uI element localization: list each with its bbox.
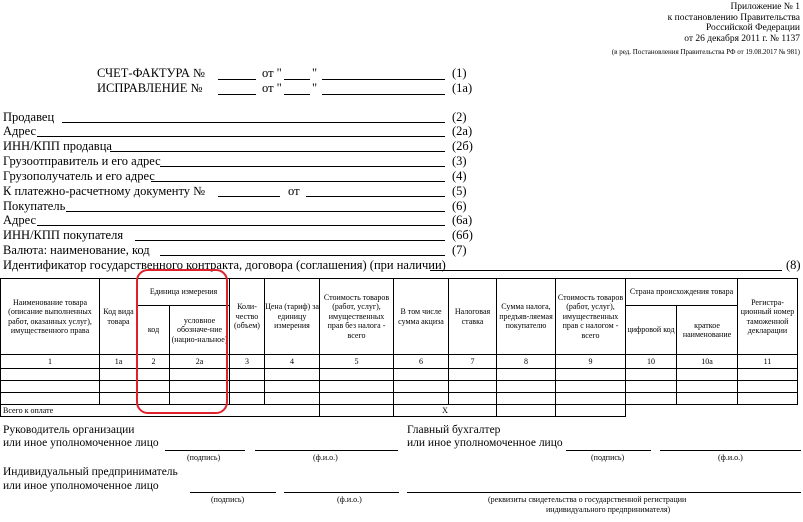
field-line[interactable] [135,240,445,241]
column-number: 2 [138,355,170,369]
header-name: Наименование товара (описание выполненных работ, оказанных услуг), имущественного права [1,279,100,355]
entrepreneur-fio-line[interactable] [284,492,399,493]
appendix-block [612,2,800,58]
field-label: Адрес [3,124,37,138]
correction-label: ИСПРАВЛЕНИЕ № [97,81,203,95]
unit-highlight-outline [136,269,228,414]
column-number: 10а [677,355,738,369]
total-row [1,405,798,417]
field-line[interactable] [37,225,445,226]
correction-from: от " [262,81,282,95]
column-number: 6 [394,355,449,369]
field-code: (6) [452,199,467,213]
head-label-2: или иное уполномоченное лицо [3,437,159,449]
header-tax-amount: Сумма налога, предъяв-ляемая покупателю [497,279,556,355]
accountant-label-1: Главный бухгалтер [407,424,501,436]
payment-doc-date-field[interactable] [306,196,445,197]
field-label: Адрес [3,213,37,227]
invoice-day-field[interactable] [284,79,310,80]
accountant-signature-line[interactable] [566,450,651,451]
header-quantity: Коли-чество (объем) [230,279,265,355]
field-label: Валюта: наименование, код [3,243,150,257]
accountant-fio-line[interactable] [660,450,801,451]
field-line[interactable] [62,122,445,123]
total-label: Всего к оплате [1,405,320,417]
payment-doc-number-field[interactable] [218,196,280,197]
field-line[interactable] [37,136,445,137]
appendix-date: от 26 декабря 2011 г. № 1137 [684,33,800,44]
invoice-label: СЧЕТ-ФАКТУРА № [97,66,205,80]
field-code: (3) [452,154,467,168]
correction-number-field[interactable] [218,94,256,95]
entrepreneur-requisites-line[interactable] [407,492,801,493]
correction-quote: " [312,81,318,95]
invoice-table [0,278,798,417]
column-number: 8 [497,355,556,369]
field-line[interactable] [160,166,445,167]
correction-code: (1а) [452,81,473,95]
column-number: 10 [626,355,677,369]
header-unit: Единица измерения [138,279,230,306]
field-code: (5) [452,184,467,198]
field-line[interactable] [160,255,445,256]
column-numbers-row [1,355,798,369]
field-label: Грузоотправитель и его адрес [3,154,161,168]
header-unit-code: код [138,306,170,355]
invoice-number-field[interactable] [218,79,256,80]
head-fio-line[interactable] [255,450,398,451]
field-label: ИНН/КПП продавца [3,139,112,153]
invoice-quote: " [312,66,318,80]
field-line[interactable] [110,151,445,152]
table-row [1,393,798,405]
header-country-code: цифровой код [626,306,677,355]
accountant-label-2: или иное уполномоченное лицо [407,437,563,449]
header-declaration: Регистра-ционный номер таможенной декларации [738,279,798,355]
field-label: ИНН/КПП покупателя [3,228,124,242]
table-row [1,369,798,381]
header-kind-code: Код вида товара [100,279,138,355]
field-label: К платежно-расчетному документу № [3,184,206,198]
field-code: (2б) [452,139,473,153]
invoice-date-field[interactable] [322,79,445,80]
field-code: (7) [452,243,467,257]
header-excise: В том числе сумма акциза [394,279,449,355]
head-signature-line[interactable] [165,450,245,451]
header-total: Стоимость товаров (работ, услуг), имущественных прав с налогом - всего [556,279,626,355]
payment-doc-from: от [288,184,300,198]
header-cost: Стоимость товаров (работ, услуг), имущественных прав без налога - всего [320,279,394,355]
header-tax-rate: Налоговая ставка [449,279,497,355]
field-line[interactable] [430,270,782,271]
entrepreneur-label-1: Индивидуальный предприниматель [3,466,178,478]
column-number: 1 [1,355,100,369]
entrepreneur-requisites-caption-2: индивидуального предпринимателя) [546,505,671,514]
header-price: Цена (тариф) за единицу измерения [265,279,320,355]
accountant-fio-caption: (ф.и.о.) [718,453,743,462]
header-country-name: краткое наименование [677,306,738,355]
column-number: 11 [738,355,798,369]
column-number: 4 [265,355,320,369]
field-code: (6а) [452,213,473,227]
field-code: (2а) [452,124,473,138]
column-number: 3 [230,355,265,369]
field-code: (8) [786,258,801,272]
correction-date-field[interactable] [322,94,445,95]
appendix-edition: (в ред. Постановления Правительства РФ от 19.08.2017 № 981) [611,48,800,56]
field-code: (4) [452,169,467,183]
head-signature-caption: (подпись) [187,453,221,462]
header-country: Страна происхождения товара [626,279,738,306]
column-number: 7 [449,355,497,369]
total-excise-cell: Х [394,405,497,417]
entrepreneur-requisites-caption-1: (реквизиты свидетельства о государственной регистрации [488,495,687,504]
column-number: 2а [170,355,230,369]
total-tax-cell[interactable] [497,405,556,417]
accountant-signature-caption: (подпись) [591,453,625,462]
appendix-decree: к постановлению Правительства [667,12,800,23]
head-label-1: Руководитель организации [3,424,135,436]
field-label: Покупатель [3,199,66,213]
header-unit-name: условное обозначе-ние (нацио-нальное) [170,306,230,355]
field-code: (2) [452,110,467,124]
appendix-country: Российской Федерации [705,23,800,33]
field-label: Продавец [3,110,55,124]
invoice-from: от " [262,66,282,80]
entrepreneur-fio-caption: (ф.и.о.) [337,495,362,504]
entrepreneur-signature-caption: (подпись) [211,495,245,504]
head-fio-caption: (ф.и.о.) [313,453,338,462]
column-number: 5 [320,355,394,369]
total-cost-cell[interactable] [320,405,394,417]
correction-day-field[interactable] [284,94,310,95]
field-line[interactable] [66,211,445,212]
field-line[interactable] [151,181,445,182]
entrepreneur-label-2: или иное уполномоченное лицо [3,480,159,492]
column-number: 1а [100,355,138,369]
appendix-title: Приложение № 1 [730,2,800,12]
column-number: 9 [556,355,626,369]
field-label: Идентификатор государственного контракта, договора (соглашения) (при наличии) [3,258,446,272]
field-code: (6б) [452,228,473,242]
entrepreneur-signature-line[interactable] [190,492,276,493]
field-label: Грузополучатель и его адрес [3,169,155,183]
total-amount-cell[interactable] [556,405,626,417]
invoice-code: (1) [452,66,467,80]
table-row [1,381,798,393]
